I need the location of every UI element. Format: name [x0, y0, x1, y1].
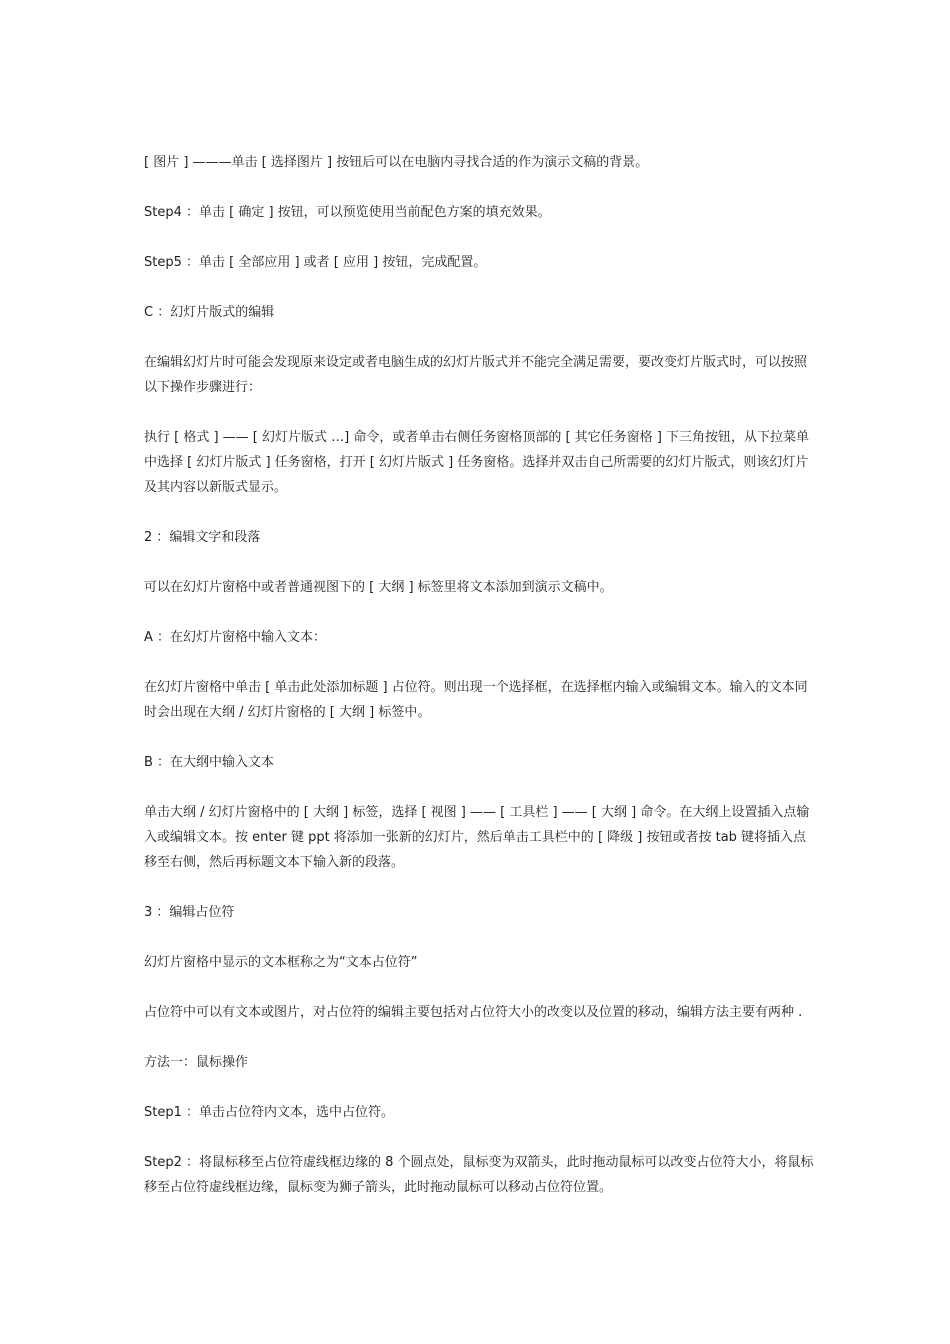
paragraph-placeholder-definition: 幻灯片窗格中显示的文本框称之为“文本占位符” — [144, 955, 418, 970]
paragraph-add-text: 可以在幻灯片窗格中或者普通视图下的 [ 大纲 ] 标签里将文本添加到演示文稿中。 — [144, 580, 613, 595]
heading-slide-pane-input: A ：在幻灯片窗格中输入文本： — [144, 630, 327, 645]
heading-edit-text: 2 ：编辑文字和段落 — [144, 530, 261, 545]
heading-method-one: 方法一：鼠标操作 — [144, 1055, 249, 1070]
heading-outline-input: B ：在大纲中输入文本 — [144, 755, 275, 770]
heading-layout-edit: C ：幻灯片版式的编辑 — [144, 305, 275, 320]
paragraph-step4: Step4 ：单击 [ 确定 ] 按钮，可以预览使用当前配色方案的填充效果。 — [144, 205, 551, 220]
paragraph-image-background: [ 图片 ] ———单击 [ 选择图片 ] 按钮后可以在电脑内寻找合适的作为演示文稿的背景。 — [144, 155, 649, 170]
paragraph-layout-steps: 执行 [ 格式 ] —— [ 幻灯片版式 …] 命令，或者单击右侧任务窗格顶部的 [ 其它任务窗格 ] 下三角按钮，从下拉菜单中选择 [ 幻灯片版式 ] 任务窗格，打开 [ 幻灯片版式 ] 任务窗格。选择并双击自己所需要的幻灯片版式，则该幻灯片及其内容以新版式显示。 — [144, 430, 810, 495]
paragraph-layout-intro: 在编辑幻灯片时可能会发现原来设定或者电脑生成的幻灯片版式并不能完全满足需要，要改变灯片版式时，可以按照以下操作步骤进行： — [144, 355, 808, 395]
paragraph-step1: Step1 ：单击占位符内文本，选中占位符。 — [144, 1105, 395, 1120]
document-page — [144, 150, 816, 1225]
paragraph-step5: Step5 ：单击 [ 全部应用 ] 或者 [ 应用 ] 按钮，完成配置。 — [144, 255, 487, 270]
paragraph-placeholder-methods: 占位符中可以有文本或图片，对占位符的编辑主要包括对占位符大小的改变以及位置的移动，编辑方法主要有两种 . — [144, 1005, 803, 1020]
paragraph-slide-pane-input: 在幻灯片窗格中单击 [ 单击此处添加标题 ] 占位符。则出现一个选择框，在选择框内输入或编辑文本。输入的文本同时会出现在大纲 / 幻灯片窗格的 [ 大纲 ] 标签中。 — [144, 680, 808, 720]
paragraph-outline-input: 单击大纲 / 幻灯片窗格中的 [ 大纲 ] 标签，选择 [ 视图 ] —— [ 工具栏 ] —— [ 大纲 ] 命令。在大纲上设置插入点输入或编辑文本。按 enter 键 ppt 将添加一张新的幻灯片，然后单击工具栏中的 [ 降级 ] 按钮或者按 tab 键将插入点移至右侧，然后再标题文本下输入新的段落。 — [144, 805, 810, 870]
heading-edit-placeholder: 3 ：编辑占位符 — [144, 905, 235, 920]
paragraph-step2: Step2 ：将鼠标移至占位符虚线框边缘的 8 个圆点处，鼠标变为双箭头，此时拖动鼠标可以改变占位符大小，将鼠标移至占位符虚线框边缘，鼠标变为狮子箭头，此时拖动鼠标可以移动占位符位置。 — [144, 1155, 814, 1195]
